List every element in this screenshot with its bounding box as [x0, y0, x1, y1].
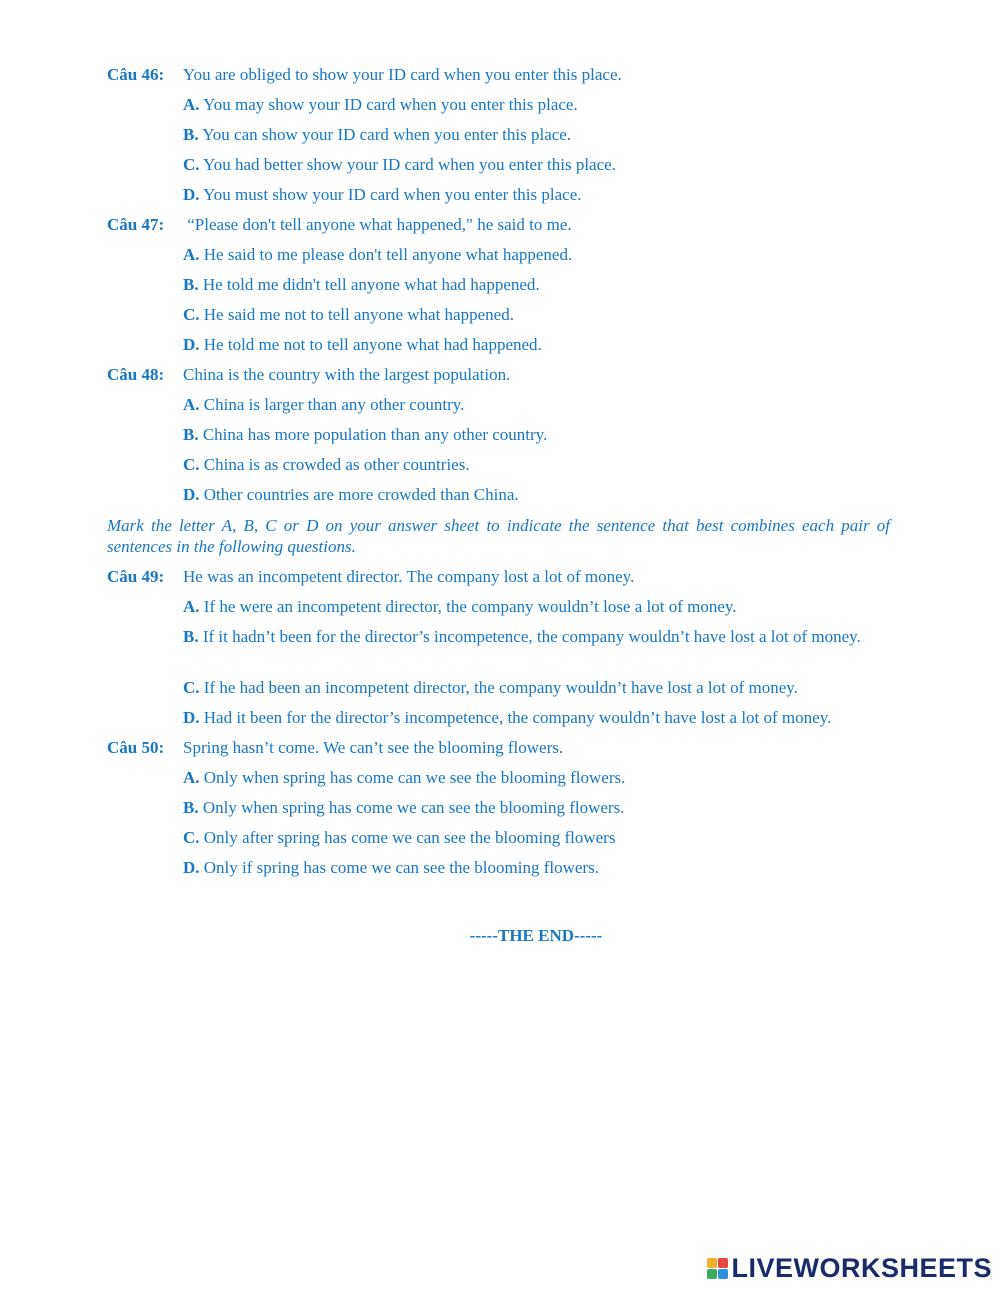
option-letter: B. [183, 798, 199, 817]
option-letter: B. [183, 125, 199, 144]
answer-option-b[interactable] [183, 797, 890, 827]
option-letter: A. [183, 395, 200, 414]
option-text: China is larger than any other country. [203, 395, 465, 414]
option-letter: A. [183, 95, 200, 114]
option-text: If it hadn’t been for the director’s incompetence, the company wouldn’t have lost a lot of money. [202, 627, 861, 646]
option-letter: D. [183, 335, 200, 354]
question-stem: “Please don't tell anyone what happened," he said to me. [183, 215, 572, 234]
question-number: Câu 46: [107, 65, 165, 84]
option-letter: D. [183, 485, 200, 504]
logo-square-e [718, 1269, 728, 1279]
option-text: You had better show your ID card when you enter this place. [203, 155, 616, 174]
option-letter: B. [183, 275, 199, 294]
logo-text: LIVEWORKSHEETS [731, 1253, 992, 1283]
option-text: You must show your ID card when you enter this place. [203, 185, 582, 204]
option-text: He said to me please don't tell anyone what happened. [203, 245, 573, 264]
answer-option-a[interactable] [183, 767, 890, 797]
question-number: Câu 48: [107, 365, 165, 384]
logo-mark-icon [707, 1258, 728, 1279]
option-text: If he had been an incompetent director, the company wouldn’t have lost a lot of money. [203, 678, 798, 697]
worksheet-page [107, 64, 890, 887]
answer-option-d[interactable] [183, 184, 890, 214]
option-letter: C. [183, 455, 200, 474]
option-text: Only after spring has come we can see the blooming flowers [203, 828, 616, 847]
question-number: Câu 50: [107, 738, 165, 757]
question-stem: You are obliged to show your ID card when you enter this place. [183, 65, 622, 84]
answer-option-b[interactable] [183, 626, 890, 677]
answer-option-b[interactable] [183, 124, 890, 154]
answer-option-a[interactable] [183, 596, 890, 626]
answer-option-a[interactable] [183, 394, 890, 424]
logo-square-l [707, 1258, 717, 1268]
answer-option-c[interactable] [183, 677, 890, 707]
option-text: Only when spring has come we can see the blooming flowers. [202, 798, 625, 817]
option-letter: A. [183, 768, 200, 787]
question-number: Câu 47: [107, 215, 165, 234]
option-letter: B. [183, 425, 199, 444]
option-text: Had it been for the director’s incompetence, the company wouldn’t have lost a lot of money. [203, 708, 832, 727]
option-letter: C. [183, 305, 200, 324]
answer-option-b[interactable] [183, 274, 890, 304]
option-letter: D. [183, 858, 200, 877]
logo-square-v [707, 1269, 717, 1279]
option-text: If he were an incompetent director, the company wouldn’t lose a lot of money. [203, 597, 737, 616]
question-47 [107, 214, 890, 364]
question-number: Câu 49: [107, 567, 165, 586]
option-text: Only when spring has come can we see the blooming flowers. [203, 768, 626, 787]
answer-option-b[interactable] [183, 424, 890, 454]
option-letter: C. [183, 828, 200, 847]
option-text: He said me not to tell anyone what happened. [203, 305, 514, 324]
answer-option-c[interactable] [183, 454, 890, 484]
answer-option-a[interactable] [183, 244, 890, 274]
question-stem: Spring hasn’t come. We can’t see the blooming flowers. [183, 738, 564, 757]
option-text: He told me not to tell anyone what had happened. [203, 335, 542, 354]
option-text: You can show your ID card when you enter this place. [202, 125, 572, 144]
option-text: China is as crowded as other countries. [203, 455, 470, 474]
liveworksheets-logo [707, 1253, 992, 1284]
option-text: China has more population than any other country. [202, 425, 548, 444]
question-stem: He was an incompetent director. The company lost a lot of money. [183, 567, 635, 586]
option-text: Only if spring has come we can see the blooming flowers. [203, 858, 599, 877]
question-49 [107, 566, 890, 737]
option-letter: D. [183, 185, 200, 204]
option-letter: D. [183, 708, 200, 727]
answer-option-c[interactable] [183, 304, 890, 334]
option-letter: A. [183, 245, 200, 264]
logo-square-i [718, 1258, 728, 1268]
answer-option-c[interactable] [183, 154, 890, 184]
answer-option-d[interactable] [183, 707, 890, 737]
answer-option-d[interactable] [183, 484, 890, 514]
question-stem: China is the country with the largest population. [183, 365, 511, 384]
option-text: Other countries are more crowded than China. [203, 485, 519, 504]
option-text: You may show your ID card when you enter this place. [203, 95, 578, 114]
option-text: He told me didn't tell anyone what had happened. [202, 275, 540, 294]
question-48 [107, 364, 890, 514]
question-46 [107, 64, 890, 214]
option-letter: A. [183, 597, 200, 616]
answer-option-d[interactable] [183, 857, 890, 887]
answer-option-a[interactable] [183, 94, 890, 124]
option-letter: C. [183, 678, 200, 697]
question-50 [107, 737, 890, 887]
section-instruction: Mark the letter A, B, C or D on your answer sheet to indicate the sentence that best combines each pair of sentences in the following questions. [107, 516, 890, 556]
answer-option-d[interactable] [183, 334, 890, 364]
option-letter: C. [183, 155, 200, 174]
option-letter: B. [183, 627, 199, 646]
the-end-marker: -----THE END----- [469, 926, 603, 945]
answer-option-c[interactable] [183, 827, 890, 857]
